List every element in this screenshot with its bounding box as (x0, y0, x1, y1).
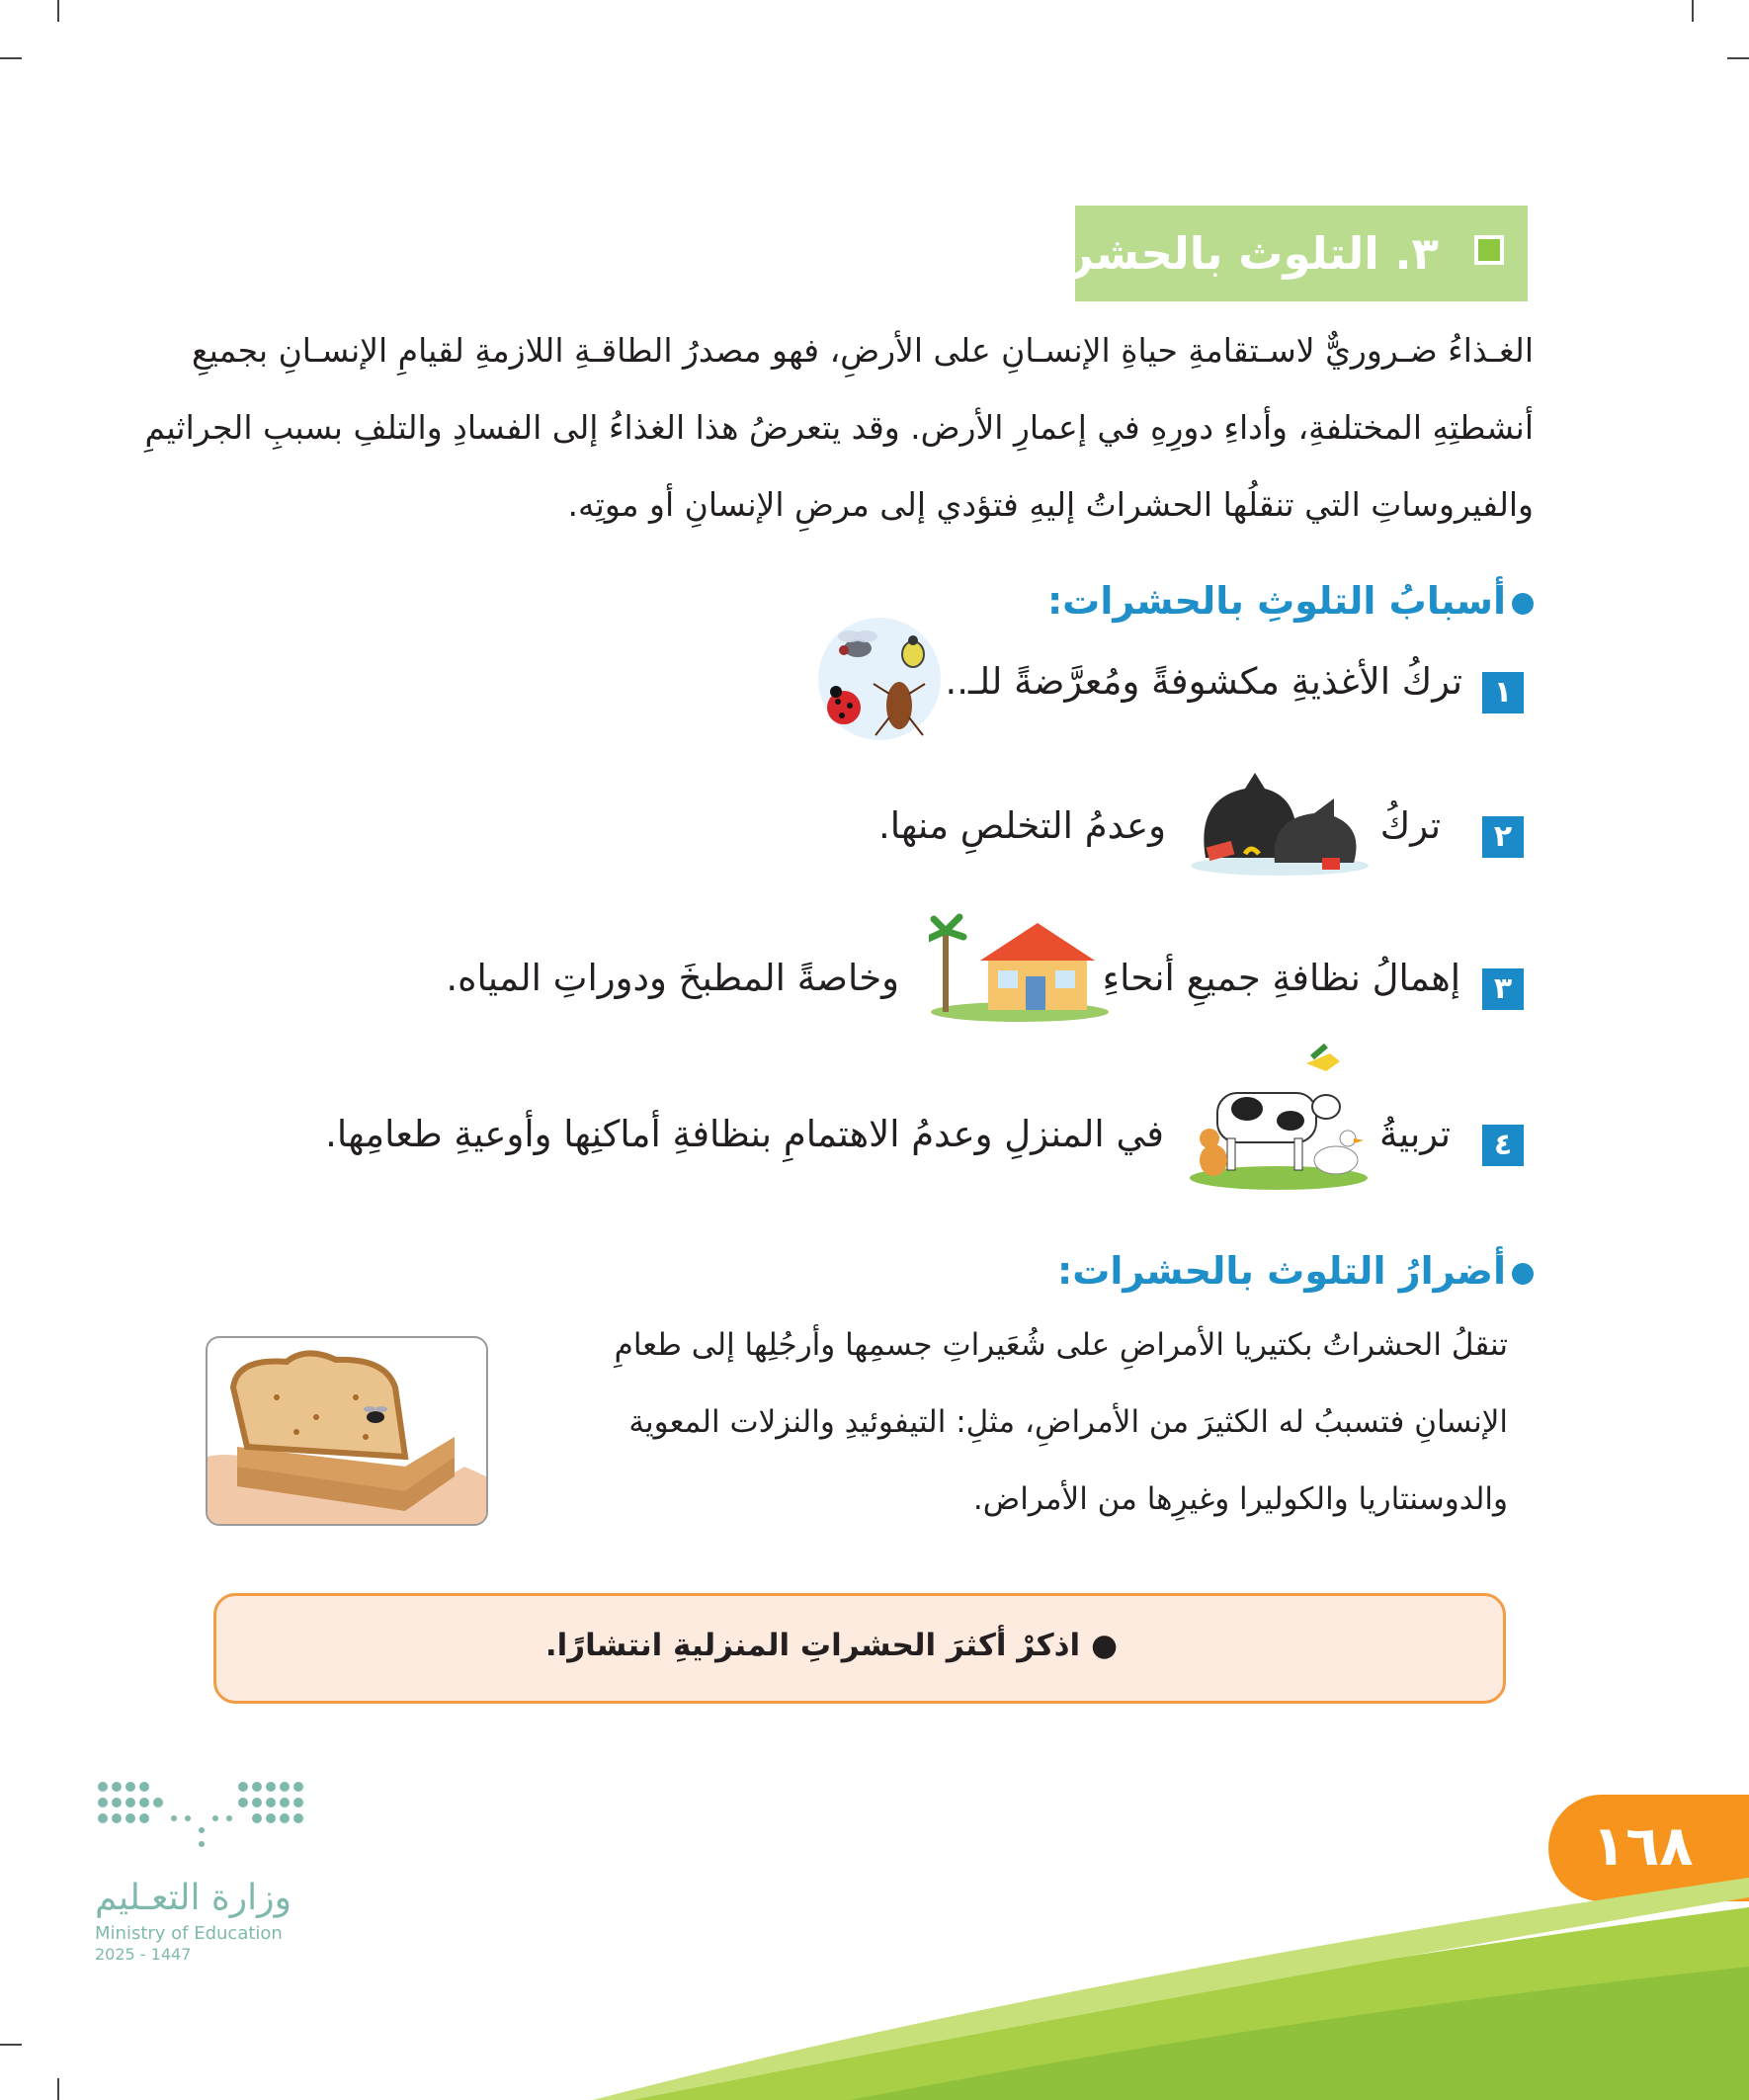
crop-mark (0, 57, 22, 59)
intro-line: أنشطتِهِ المختلفةِ، وأداءِ دورِهِ في إعمارِ الأرض. وقد يتعرضُ هذا الغذاءُ إلى الفسادِ والتلفِ بسببِ الجراثيمِ (144, 408, 1534, 447)
bullet-icon: ● (1080, 1628, 1118, 1663)
green-square-icon (1474, 235, 1504, 265)
logo-english-text: Ministry of Education (95, 1923, 283, 1944)
green-swoosh-decoration (593, 1878, 1749, 2100)
bread-photo-art (208, 1338, 486, 1524)
intro-line: الغـذاءُ ضـروريٌّ لاسـتقامةِ حياةِ الإنسـانِ على الأرضِ، فهو مصدرُ الطاقـةِ اللازمةِ لقيامِ الإنسـانِ بجميعِ (192, 331, 1534, 370)
garbage-bags-illustration (1186, 759, 1374, 878)
section-title-text: التلوث بالحشرات: (990, 227, 1379, 280)
page-number: ١٦٨ (1592, 1814, 1694, 1879)
causes-heading: أسبابُ التلوثِ بالحشرات: (1047, 579, 1534, 623)
bird-icon (1306, 1046, 1340, 1071)
bread-with-fly-photo (206, 1336, 488, 1526)
cause-text-2b: وعدمُ التخلصِ منها. (877, 804, 1166, 847)
logo-arabic-text: وزارة التعـليم (95, 1878, 292, 1918)
cause-number-3: ٣ (1482, 968, 1524, 1010)
harms-line: والدوسنتاريا والكوليرا وغيرِها من الأمراض. (972, 1481, 1508, 1517)
section-header (990, 206, 1528, 301)
crop-mark (57, 2078, 59, 2100)
crop-mark (0, 2044, 22, 2046)
harms-line: تنقلُ الحشراتُ بكتيريا الأمراضِ على شُعَيراتِ جسمِها وأرجُلِها إلى طعامِ (614, 1327, 1508, 1363)
crop-mark (1692, 0, 1694, 22)
house-illustration (929, 909, 1112, 1023)
harms-paragraph (614, 1306, 1508, 1538)
cause-text-1: تركُ الأغذيةِ مكشوفةً ومُعرَّضةً للـ.. (945, 660, 1462, 703)
harms-heading: أضرارُ التلوث بالحشرات: (1057, 1249, 1534, 1293)
logo-dots-icon (95, 1779, 312, 1868)
cause-text-3b: وخاصةً المطبخَ ودوراتِ المياه. (446, 957, 899, 999)
ministry-logo (95, 1779, 322, 1964)
duck-icon (1314, 1131, 1364, 1174)
cause-text-4b: في المنزلِ وعدمُ الاهتمامِ بنظافةِ أماكنِها وأوعيةِ طعامِها. (325, 1113, 1164, 1155)
cause-text-3a: إهمالُ نظافةِ جميعِ أنحاءِ (1102, 957, 1460, 999)
intro-paragraph (144, 312, 1534, 544)
intro-line: والفيروساتِ التي تنقلُها الحشراتُ إليهِ فتؤدي إلى مرضِ الإنسانِ أو موتِه. (567, 485, 1534, 524)
bullet-icon (1512, 1263, 1534, 1285)
activity-box (213, 1593, 1506, 1704)
section-title (990, 227, 1439, 280)
bullet-icon (1512, 593, 1534, 615)
section-number: ٣. (1394, 227, 1439, 280)
crop-mark (1727, 57, 1749, 59)
cause-text-4a: تربيةُ (1378, 1113, 1451, 1155)
logo-year-text: 2025 - 1447 (95, 1945, 192, 1964)
insects-illustration (810, 615, 949, 743)
cause-number-2: ٢ (1482, 816, 1524, 858)
cause-text-2a: تركُ (1379, 804, 1441, 847)
activity-prompt: ● اذكرْ أكثرَ الحشراتِ المنزليةِ انتشارًا. (544, 1628, 1118, 1663)
cause-number-1: ١ (1482, 672, 1524, 714)
cause-number-4: ٤ (1482, 1125, 1524, 1166)
animals-illustration (1188, 1044, 1371, 1190)
crop-mark (57, 0, 59, 22)
harms-line: الإنسانِ فتسببُ له الكثيرَ من الأمراضِ، مثلِ: التيفوئيدِ والنزلات المعوية (628, 1404, 1508, 1440)
